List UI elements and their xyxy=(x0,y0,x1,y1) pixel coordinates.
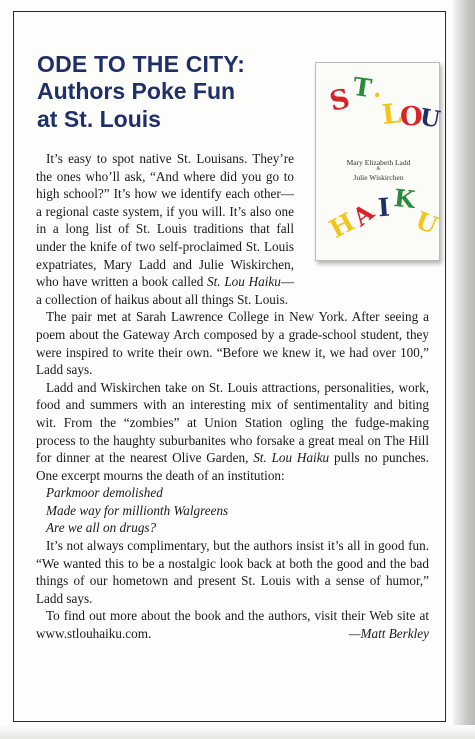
haiku-excerpt xyxy=(36,484,429,537)
article-headline xyxy=(37,52,317,133)
paragraph-4: It’s not always complimentary, but the authors insist it’s all in good fun. “We wanted this to be a nostalgic look back at both the good and the bad things of our hometown and present St. Louis with a sense of humor,” Ladd says. xyxy=(36,538,429,606)
page-bottom-shade xyxy=(0,725,475,739)
cover-letter-a: A xyxy=(346,197,380,232)
book-title: St. Lou Haiku xyxy=(207,274,281,290)
headline-line-3: at St. Louis xyxy=(37,106,161,132)
cover-letter-k: K xyxy=(392,182,417,215)
paragraph-2: The pair met at Sarah Lawrence College in New York. After seeing a poem about the Gateway Arch composed by a grade-school student, they were inspired to write their own. “Before we knew it, we had over 100,” Ladd says. xyxy=(36,309,429,378)
cover-letter-u2: U xyxy=(411,205,442,240)
cover-letter-i: I xyxy=(377,192,391,223)
cover-letter-t: T xyxy=(351,71,374,104)
cover-author-2: Julie Wiskirchen xyxy=(353,173,404,182)
cover-letter-period: . xyxy=(373,74,382,103)
article-body xyxy=(36,150,429,643)
cover-ampersand: & xyxy=(376,167,381,172)
paragraph-3: Ladd and Wiskirchen take on St. Louis attractions, personalities, work, food and summers with an interesting mix of sentimentality and biting wit. From the “zombies” at Union Station ogling the fudge-making process to the haughty suburbanites who forsake a great meal on The Hill for dinner at the nearest Olive Garden, St. Lou Haiku pulls no punches. One excerpt mourns the death of an institution: xyxy=(36,379,429,483)
haiku-line-3: Are we all on drugs? xyxy=(46,520,157,536)
haiku-line-1: Parkmoor demolished xyxy=(46,485,163,501)
cover-letter-l: L xyxy=(380,98,403,131)
cover-letter-s: S xyxy=(326,83,353,118)
cover-letter-h: H xyxy=(324,207,360,244)
cover-letter-u: U xyxy=(417,103,443,134)
cover-author-1: Mary Elizabeth Ladd xyxy=(346,158,411,167)
haiku-line-2: Made way for millionth Walgreens xyxy=(46,502,229,518)
headline-line-2: Authors Poke Fun xyxy=(37,78,236,104)
page-edge-shadow xyxy=(453,0,475,739)
book-title: St. Lou Haiku xyxy=(253,450,330,466)
headline-line-1: ODE TO THE CITY: xyxy=(37,51,246,77)
byline: —Matt Berkley xyxy=(348,626,429,642)
paragraph-1: It’s easy to spot native St. Louisans. They’re the ones who’ll ask, “And where did you go to high school?” It’s how we identify each other—a regional caste system, if you will. It’s also one in a long list of St. Louis traditions that fall under the knife of two self-proclaimed St. Louis expatriates, Mary Ladd and Julie Wiskirchen, who have written a book called St. Lou Haiku—a collection of haikus about all things St. Louis. xyxy=(36,151,294,307)
cover-letter-o: O xyxy=(400,102,423,132)
paragraph-5: To find out more about the book and the authors, visit their Web site at www.stlouhaiku.com. —Matt Berkley xyxy=(36,608,429,642)
